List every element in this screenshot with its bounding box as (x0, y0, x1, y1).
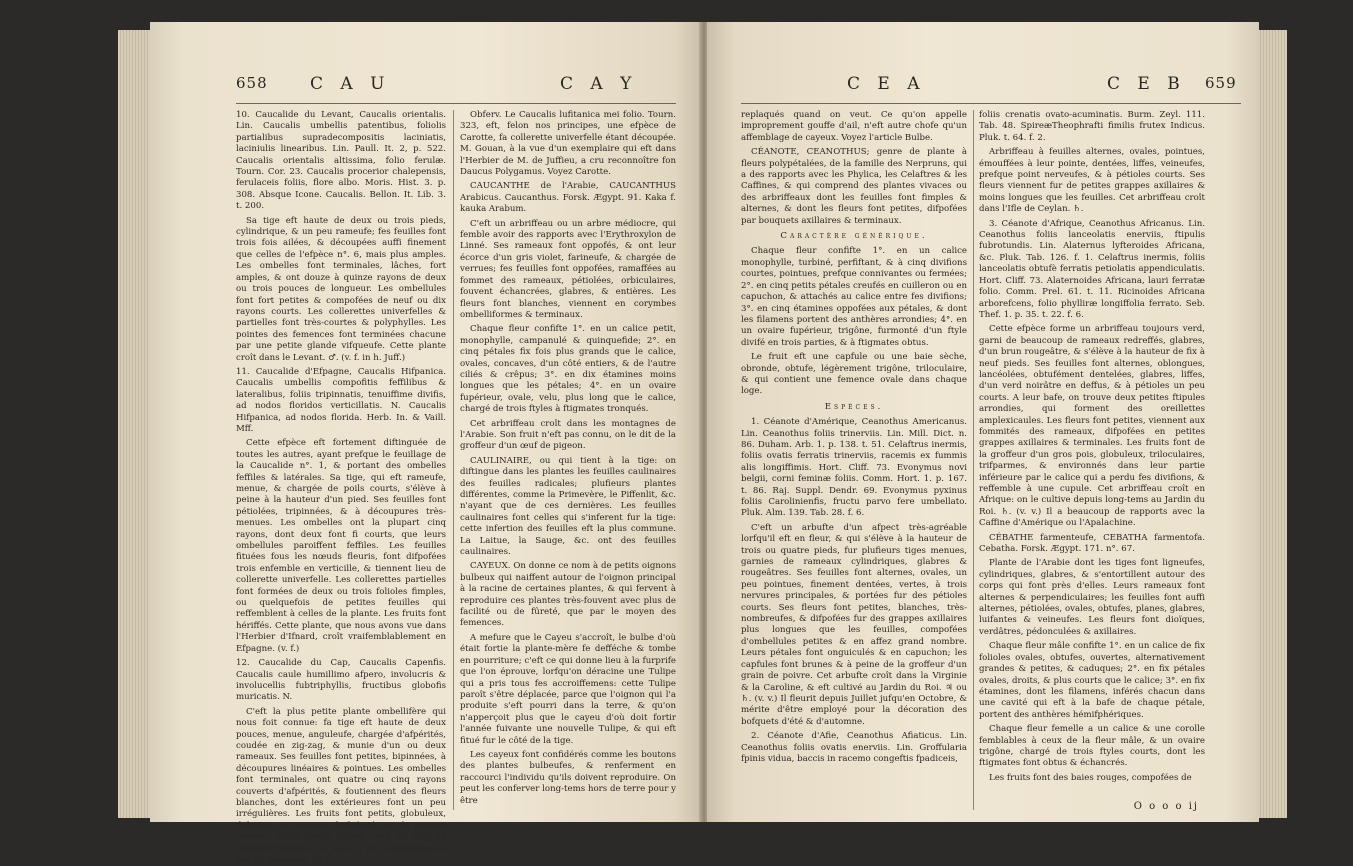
running-title: C A U (310, 74, 391, 94)
section-heading: Caractère générique. (780, 231, 928, 242)
paragraph: CAULINAIRE, ou qui tient à la tige: on diftingue dans les plantes les feuilles caulinaires des feuilles radicales; plufieurs plantes différentes, comme la Primevère, le Piffenlit, &c. n'ayant que de ces dernières. Les feuilles caulinaires font celles qui s'inferent fur la tige: cette infertion des feuilles eft la plus commune. La Laitue, la Sauge, &c. ont des feuilles caulinaires. (460, 455, 676, 558)
text-column-right-2 (979, 110, 1205, 810)
paragraph: 3. Céanote d'Afrique, Ceanothus Africanus. Lin. Ceanothus foliis lanceolatis enerviis, ftipulis fubrotundis. Lin. Alaternus lyfteroides Africana, &c. Pluk. Tab. 126. f. 1. Celaftrus inermis, foliis lanceolatis obtufè ferratis petiolatis appendiculatis. Hort. Cliff. 73. Alaternoides Africana, lauri ferratæ folio. Comm. Prel. 61. t. 11. Ricinoides Africana arborefcens, folio phylliræ longiffolia ferrato. Seb. Thef. 1. p. 35. t. 22. f. 6. (979, 218, 1205, 320)
text-column-right-1 (741, 110, 967, 810)
page-number: 659 (1205, 74, 1237, 92)
paragraph: Chaque fleur confifte 1°. en un calice monophylle, turbiné, perfiftant, & à cinq divifions courtes, pointues, prefque connivantes ou fermées; 2°. en cinq petits pétales creufés en cuilleron ou en capuchon, & attachés au calice entre fes divifions; 3°. en cinq étamines oppofées aux pétales, & dont les filamens portent des anthères arrondies; 4°. en un ovaire fupérieur, trigône, furmonté d'un ftyle divifé en trois parties, & à ftigmates obtus. (741, 246, 967, 348)
left-page-header (150, 74, 702, 104)
paragraph: CÉBATHE farmenteufe, CEBATHA farmentofa. Cebatha. Forsk. Ægypt. 171. n°. 67. (979, 532, 1205, 555)
paragraph: Obferv. Le Caucalis lufitanica mei folio. Tourn. 323, eft, felon nos principes, une efpèce de Carotte, fa collerette univerfelle étant découpée. M. Gouan, à la vue d'un exemplaire qui eft dans l'Herbier de M. de Juffieu, a cru reconnoître fon Daucus Polygamus. Voyez Carotte. (460, 110, 676, 178)
paragraph: replaqués quand on veut. Ce qu'on appelle improprement gouffe d'ail, n'eft autre chofe qu'un affemblage de cayeux. Voyez l'article Bulbe. (741, 110, 967, 143)
paragraph: 10. Caucalide du Levant, Caucalis orientalis. Lin. Caucalis umbellis patentibus, foliolis partialibus supradecompositis laciniatis, laciniulis linearibus. Lin. Paull. It. 2, p. 522. Caucalis orientalis altissima, folio ferulæ. Tourn. Cor. 23. Caucalis procerior chalepensis, ferulaceis foliis, flore albo. Moris. Hist. 3. p. 308. Absque Icone. Caucalis. Bellon. It. Lib. 3. t. 200. (236, 110, 446, 212)
paragraph: Sa tige eft haute de deux ou trois pieds, cylindrique, & un peu rameufe; fes feuilles font trois fois ailées, & découpées auffi finement que celles de l'efpèce n°. 6, mais plus amples. Les ombelles font terminales, lâches, fort amples, & ont douze à quinze rayons de deux ou trois pouces de longueur. Les ombellules font fort petites & compofées de neuf ou dix rayons courts. Les collerettes univerfelles & partielles font très-courtes & polyphylles. Les pointes des femences font terminées chacune par une petite glande vifqueufe. Cette plante croît dans le Levant. ♂. (v. f. in h. Juff.) (236, 215, 446, 363)
running-title: C E A (847, 74, 926, 94)
signature-mark: O o o o ij (1133, 801, 1199, 812)
paragraph: 11. Caucalide d'Efpagne, Caucalis Hifpanica. Caucalis umbellis compofitis feffilibus & lateralibus, foliis tripinnatis, tenuiffime divifis, ad nodos floridos verticillatis. N. Caucalis Hifpanica, ad nodos florida. Herb. In. & Vaill. Mff. (236, 366, 446, 434)
paragraph: CAYEUX. On donne ce nom à de petits oignons bulbeux qui naiffent autour de l'oignon principal à la racine de certaines plantes, & qui fervent à reproduire ces plantes très-fouvent avec plus de facilité ou de fûreté, que par le moyen des femences. (460, 561, 676, 629)
page-number: 658 (236, 74, 268, 92)
paragraph: C'eft la plus petite plante ombellifère qui nous foit connue: fa tige eft haute de deux pouces, menue, anguleufe, chargée d'afpérités, coudée en zig-zag, & munie d'un ou deux rameaux. Ses feuilles font petites, bipinnées, à découpures linéaires & pointues. Les ombelles font terminales, ont quatre ou cinq rayons couverts d'afpérités, & foutiennent des fleurs blanches, dont les extérieures font un peu irrégulières. Les fruits font petits, globuleux, didymes, & couverts d'afpérités ou de pointes courtes. Cette petite plante croît au Cap de Bonne-Efpérance, & nous a été communiquée par M. Sonnerat. (v. f.) (236, 706, 446, 865)
column-divider (973, 110, 974, 810)
text-column-left-2 (460, 110, 676, 810)
left-page (150, 22, 702, 865)
paragraph: C'eft un arbriffeau ou un arbre médiocre, qui femble avoir des rapports avec l'Erythroxylon de Linné. Ses rameaux font oppofés, & ont leur écorce d'un gris violet, farineufe, & chargée de verrues; fes feuilles font oppofées, ramaffées au fommet des rameaux, pétiolées, orbiculaires, fouvent échancrées, glabres, & entières. Les fleurs font blanches, viennent en corymbes ombelliformes & terminaux. (460, 218, 676, 320)
left-page-edges (118, 30, 152, 818)
paragraph: CÉANOTE, CEANOTHUS; genre de plante à fleurs polypétalées, de la famille des Nerpruns, qui a des rapports avec les Phylica, les Celaftres & les Caffines, & qui comprend des plantes vivaces ou des arbriffeaux dont les feuilles font fimples & alternes, & dont les fleurs font petites, difpofées par bouquets axillaires & terminaux. (741, 147, 967, 226)
right-page (707, 22, 1259, 822)
paragraph: Arbriffeau à feuilles alternes, ovales, pointues, émouffées à leur pointe, dentées, liffes, veineufes, prefque point nerveufes, & à pétioles courts. Ses fleurs viennent fur de petites grappes axillaires & moins longues que les feuilles. Cet arbriffeau croît dans l'Ifle de Ceylan. ♄. (979, 147, 1205, 215)
right-page-header (707, 74, 1259, 104)
paragraph: Cette efpèce eft fortement diftinguée de toutes les autres, ayant prefque le feuillage de la Caucalide n°. 1, & portant des ombelles feffiles & latérales. Sa tige, qui eft rameufe, menue, & chargée de poils courts, s'élève à peine à la hauteur d'un pied. Ses feuilles font pétiolées, tripinnées, & à découpures très-menues. Les ombelles ont la plupart cinq rayons, dont deux font fi courts, que leurs ombellules paroiffent feffiles. Les feuilles fituées fous les nœuds fleuris, font difpofées trois enfemble en verticille, & tiennent lieu de collerette univerfelle. Les collerettes partielles font formées de deux ou trois folioles fimples, ou quelquefois de petites feuilles qui reffemblent à celles de la plante. Les fruits font hériffés. Cette plante, que nous avons vue dans l'Herbier d'Ifnard, croît vraifemblablement en Efpagne. (v. f.) (236, 438, 446, 654)
right-page-edges (1257, 30, 1287, 818)
paragraph: Cette efpèce forme un arbriffeau toujours verd, garni de beaucoup de rameaux redreffés, glabres, d'un brun rougeâtre, & s'élève à la hauteur de fix à neuf pieds. Ses feuilles font alternes, oblongues, lancéolées, obtufément dentelées, glabres, liffes, d'un verd noirâtre en deffus, & à pétioles un peu courts. A leur bafe, on trouve deux petites ftipules arrondies, qui forment des oreillettes amplexicaules. Les fleurs font petites, viennent aux fommités des rameaux, difpofées en petites grappes axillaires & terminales. Les fruits font de la groffeur d'un gros pois, globuleux, triloculaires, trifparmes, & environnés dans leur partie inférieure par le calice qui a perdu fes divifions, & reffemble à une cupule. Cet arbriffeau croît en Afrique: on le cultive depuis long-tems au Jardin du Roi. ♄. (v. v.) Il a beaucoup de rapports avec la Caffine d'Amérique ou l'Apalachine. (979, 324, 1205, 529)
running-title: C A Y (560, 74, 638, 94)
paragraph: Cet arbriffeau croît dans les montagnes de l'Arabie. Son fruit n'eft pas connu, on le dit de la groffeur d'un œuf de pigeon. (460, 418, 676, 452)
paragraph: C'eft un arbufte d'un afpect très-agréable lorfqu'il eft en fleur, & qui s'élève à la hauteur de trois ou quatre pieds, fur plufieurs tiges menues, garnies de rameaux cylindriques, glabres & rougeâtres. Ses feuilles font alternes, ovales, un peu pointues, finement dentées, vertes, à trois nervures principales, & portées fur des pétioles courts. Ses fleurs font petites, blanches, très-nombreufes, & difpofées fur des grappes axillaires plus longues que les feuilles, compofées d'ombellules petites & en affez grand nombre. Leurs pétales font onguiculés & en capuchon; les capfules font brunes & à peine de la groffeur d'un grain de poivre. Cet arbufte croît dans la Virginie & la Caroline, & eft cultivé au Jardin du Roi. ♃ ou ♄. (v. v.) Il fleurit depuis Juillet jufqu'en Octobre, & mérite d'être employé pour la décoration des bofquets d'été & d'automne. (741, 522, 967, 727)
paragraph: Les fruits font des baies rouges, compofées de (989, 772, 1192, 783)
paragraph: 2. Céanote d'Afie, Ceanothus Afiaticus. Lin. Ceanothus foliis ovatis enerviis. Lin. Groffularia fpinis vidua, baccis in racemo congeftis fpadiceis, (741, 731, 967, 764)
section-heading: Espèces. (824, 401, 884, 412)
paragraph: Le fruit eft une capfule ou une baie sèche, obronde, obtufe, légèrement trigône, triloculaire, & qui contient une femence ovale dans chaque loge. (741, 352, 967, 397)
paragraph: Chaque fleur confifte 1°. en un calice petit, monophylle, campanulé & quinquefide; 2°. en cinq pétales fix fois plus grands que le calice, ovales, concaves, d'un côté entiers, & de l'autre ciliés & crêpus; 3°. en dix étamines moins longues que les pétales; 4°. en un ovaire fupérieur, ovale, velu, plus long que le calice, chargé de trois ftyles à ftigmates tronqués. (460, 324, 676, 415)
paragraph: Plante de l'Arabie dont les tiges font ligneufes, cylindriques, glabres, & s'entortillent autour des corps qui font près d'elles. Leurs rameaux font alternes & perpendiculaires; les feuilles font auffi alternes, pétiolées, ovales, obtufes, planes, glabres, luifantes & veineufes. Les fleurs font dioïques, verdâtres, pédonculées & axillaires. (979, 558, 1205, 637)
paragraph: foliis crenatis ovato-acuminatis. Burm. Zeyl. 111. Tab. 48. SpireæTheophrafti fimilis frutex Indicus. Pluk. t. 64. f. 2. (979, 110, 1205, 143)
header-rule (236, 103, 676, 104)
paragraph: Chaque fleur mâle confifte 1°. en un calice de fix folioles ovales, obtufes, ouvertes, alternativement grandes & petites, & caduques; 2°. en fix pétales ovales, droits, & plus courts que le calice; 3°. en fix étamines, dont les filamens, inférés chacun dans une cavité qui eft à la bafe de chaque pétale, portent des anthères hémifphériques. (979, 641, 1205, 720)
paragraph: Les cayeux font confidérés comme les boutons des plantes bulbeufes, & renferment en raccourci l'individu qu'ils doivent reproduire. On peut les conferver long-tems hors de terre pour y être (460, 749, 676, 806)
running-title: C E B (1107, 74, 1186, 94)
column-divider (453, 110, 454, 810)
paragraph: 1. Céanote d'Amérique, Ceanothus Americanus. Lin. Ceanothus foliis trinerviis. Lin. Mill. Dict. n. 86. Duham. Arb. 1. p. 138. t. 51. Celaftrus inermis, foliis ovatis ferratis trinerviis, racemis ex fummis alis longiffimis. Hort. Cliff. 73. Evonymus novi belgii, corni feminæ foliis. Comm. Hort. 1. p. 167. t. 86. Raj. Suppl. Dendr. 69. Evonymus pyxinus foliis Carolinienfis, fructu parvo fere umbellato. Pluk. Alm. 139. Tab. 28. f. 6. (741, 417, 967, 519)
paragraph: CAUCANTHE de l'Arabie, CAUCANTHUS Arabicus. Caucanthus. Forsk. Ægypt. 91. Kaka f. kauka Arabum. (460, 181, 676, 215)
header-rule (741, 103, 1241, 104)
paragraph: 12. Caucalide du Cap, Caucalis Capenfis. Caucalis caule humillimo afpero, involucris & involucellis fubtriphyllis, fructibus globofis muricatis. N. (236, 658, 446, 703)
text-column-left-1 (236, 110, 446, 865)
paragraph: A mefure que le Cayeu s'accroît, le bulbe d'où était fortie la plante-mère fe defféche & tombe en pourriture; c'eft ce qui donne lieu à la furprife que l'on éprouve, lorfqu'on déracine une Tulipe qui a pris tous fes accroiffemens: cette Tulipe paroît s'être déplacée, parce que l'oignon qui l'a produite s'eft pourri dans la terre, & qu'on n'apperçoit plus que le cayeu d'où doit fortir l'année fuivante une nouvelle Tulipe, & qui eft fitué fur le côté de la tige. (460, 632, 676, 746)
paragraph: Chaque fleur femelle a un calice & une corolle femblables à ceux de la fleur mâle, & un ovaire trigône, chargé de trois ftyles courts, dont les ftigmates font obtus & échancrés. (979, 724, 1205, 769)
